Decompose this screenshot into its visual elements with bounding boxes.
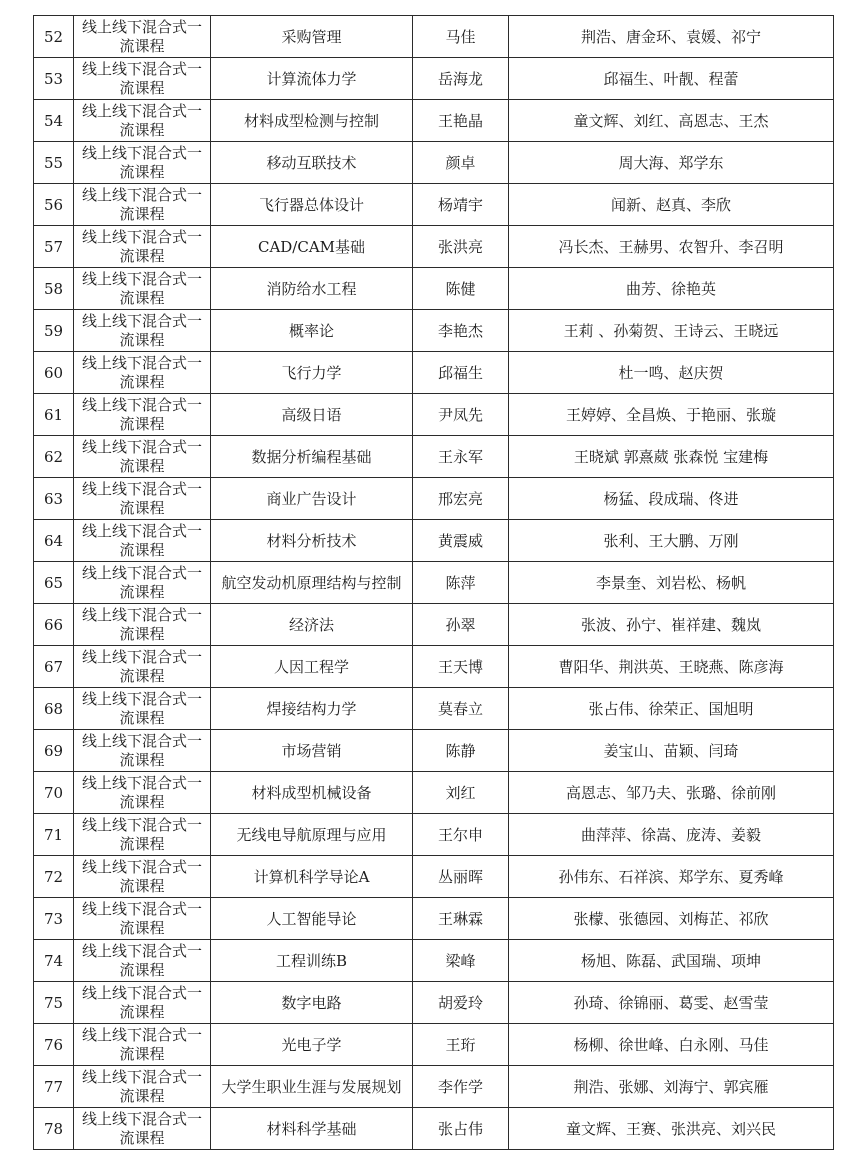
row-number-cell: 52 xyxy=(34,16,74,58)
course-type-cell xyxy=(74,394,211,436)
course-type-cell xyxy=(74,814,211,856)
course-name-cell: 人工智能导论 xyxy=(211,898,413,940)
course-type-text: 线上线下混合式一流课程 xyxy=(82,1067,203,1105)
table-row xyxy=(34,646,834,688)
table-row xyxy=(34,16,834,58)
course-type-cell xyxy=(74,1066,211,1108)
row-number-cell: 72 xyxy=(34,856,74,898)
course-leader-cell: 马佳 xyxy=(413,16,509,58)
course-type-text: 线上线下混合式一流课程 xyxy=(82,479,203,517)
team-members-cell: 王晓斌 郭熹葳 张森悦 宝建梅 xyxy=(509,436,834,478)
course-leader-cell: 刘红 xyxy=(413,772,509,814)
course-name-cell: 航空发动机原理结构与控制 xyxy=(211,562,413,604)
course-type-cell xyxy=(74,100,211,142)
row-number-cell: 62 xyxy=(34,436,74,478)
course-table xyxy=(33,15,834,1150)
course-name-cell: 移动互联技术 xyxy=(211,142,413,184)
team-members-cell: 孙伟东、石祥滨、郑学东、夏秀峰 xyxy=(509,856,834,898)
team-members-cell: 闻新、赵真、李欣 xyxy=(509,184,834,226)
course-leader-cell: 王永军 xyxy=(413,436,509,478)
course-type-text: 线上线下混合式一流课程 xyxy=(82,563,203,601)
team-members-cell: 荆浩、张娜、刘海宁、郭宾雁 xyxy=(509,1066,834,1108)
course-name-cell: 经济法 xyxy=(211,604,413,646)
course-leader-cell: 颜卓 xyxy=(413,142,509,184)
course-type-text: 线上线下混合式一流课程 xyxy=(82,773,203,811)
course-type-text: 线上线下混合式一流课程 xyxy=(82,521,203,559)
row-number-cell: 57 xyxy=(34,226,74,268)
course-type-text: 线上线下混合式一流课程 xyxy=(82,647,203,685)
course-type-cell xyxy=(74,268,211,310)
table-row xyxy=(34,142,834,184)
team-members-cell: 张波、孙宁、崔祥建、魏岚 xyxy=(509,604,834,646)
row-number-cell: 61 xyxy=(34,394,74,436)
row-number-cell: 69 xyxy=(34,730,74,772)
course-leader-cell: 张占伟 xyxy=(413,1108,509,1150)
team-members-cell: 张檬、张德园、刘梅芷、祁欣 xyxy=(509,898,834,940)
row-number-cell: 56 xyxy=(34,184,74,226)
table-row xyxy=(34,268,834,310)
course-type-cell xyxy=(74,142,211,184)
row-number-cell: 70 xyxy=(34,772,74,814)
course-type-text: 线上线下混合式一流课程 xyxy=(82,353,203,391)
table-row xyxy=(34,1024,834,1066)
course-type-cell xyxy=(74,352,211,394)
course-leader-cell: 莫春立 xyxy=(413,688,509,730)
course-type-cell xyxy=(74,604,211,646)
course-name-cell: 材料科学基础 xyxy=(211,1108,413,1150)
row-number-cell: 65 xyxy=(34,562,74,604)
course-type-text: 线上线下混合式一流课程 xyxy=(82,983,203,1021)
course-leader-cell: 胡爱玲 xyxy=(413,982,509,1024)
team-members-cell: 张占伟、徐荣正、国旭明 xyxy=(509,688,834,730)
course-name-cell: 工程训练B xyxy=(211,940,413,982)
table-row xyxy=(34,184,834,226)
team-members-cell: 冯长杰、王赫男、农智升、李召明 xyxy=(509,226,834,268)
team-members-cell: 杨柳、徐世峰、白永刚、马佳 xyxy=(509,1024,834,1066)
course-name-cell: 材料分析技术 xyxy=(211,520,413,562)
table-row xyxy=(34,436,834,478)
course-type-text: 线上线下混合式一流课程 xyxy=(82,17,203,55)
row-number-cell: 59 xyxy=(34,310,74,352)
table-row xyxy=(34,1108,834,1150)
course-leader-cell: 丛丽晖 xyxy=(413,856,509,898)
row-number-cell: 54 xyxy=(34,100,74,142)
course-leader-cell: 李作学 xyxy=(413,1066,509,1108)
table-row xyxy=(34,352,834,394)
course-type-cell xyxy=(74,184,211,226)
team-members-cell: 王婷婷、全昌焕、于艳丽、张璇 xyxy=(509,394,834,436)
course-type-cell xyxy=(74,1024,211,1066)
team-members-cell: 童文辉、刘红、高恩志、王杰 xyxy=(509,100,834,142)
course-type-cell xyxy=(74,226,211,268)
row-number-cell: 53 xyxy=(34,58,74,100)
table-row xyxy=(34,814,834,856)
row-number-cell: 68 xyxy=(34,688,74,730)
team-members-cell: 杜一鸣、赵庆贺 xyxy=(509,352,834,394)
course-type-text: 线上线下混合式一流课程 xyxy=(82,311,203,349)
table-row xyxy=(34,898,834,940)
course-name-cell: 材料成型检测与控制 xyxy=(211,100,413,142)
course-leader-cell: 李艳杰 xyxy=(413,310,509,352)
row-number-cell: 60 xyxy=(34,352,74,394)
team-members-cell: 童文辉、王赛、张洪亮、刘兴民 xyxy=(509,1108,834,1150)
team-members-cell: 曲芳、徐艳英 xyxy=(509,268,834,310)
course-type-cell xyxy=(74,856,211,898)
table-body xyxy=(34,16,834,1150)
team-members-cell: 张利、王大鹏、万刚 xyxy=(509,520,834,562)
team-members-cell: 荆浩、唐金环、袁媛、祁宁 xyxy=(509,16,834,58)
course-type-text: 线上线下混合式一流课程 xyxy=(82,899,203,937)
course-type-cell xyxy=(74,646,211,688)
course-type-text: 线上线下混合式一流课程 xyxy=(82,269,203,307)
course-leader-cell: 尹凤先 xyxy=(413,394,509,436)
course-leader-cell: 王琳霖 xyxy=(413,898,509,940)
row-number-cell: 63 xyxy=(34,478,74,520)
team-members-cell: 李景奎、刘岩松、杨帆 xyxy=(509,562,834,604)
course-leader-cell: 王艳晶 xyxy=(413,100,509,142)
row-number-cell: 76 xyxy=(34,1024,74,1066)
team-members-cell: 姜宝山、苗颖、闫琦 xyxy=(509,730,834,772)
course-type-cell xyxy=(74,940,211,982)
row-number-cell: 64 xyxy=(34,520,74,562)
course-leader-cell: 陈静 xyxy=(413,730,509,772)
course-type-text: 线上线下混合式一流课程 xyxy=(82,185,203,223)
course-name-cell: 消防给水工程 xyxy=(211,268,413,310)
course-name-cell: 计算流体力学 xyxy=(211,58,413,100)
table-row xyxy=(34,310,834,352)
course-leader-cell: 陈健 xyxy=(413,268,509,310)
table-row xyxy=(34,226,834,268)
row-number-cell: 78 xyxy=(34,1108,74,1150)
course-type-text: 线上线下混合式一流课程 xyxy=(82,395,203,433)
course-type-cell xyxy=(74,436,211,478)
course-name-cell: 数据分析编程基础 xyxy=(211,436,413,478)
course-type-text: 线上线下混合式一流课程 xyxy=(82,143,203,181)
row-number-cell: 58 xyxy=(34,268,74,310)
course-type-cell xyxy=(74,730,211,772)
table-row xyxy=(34,520,834,562)
course-type-text: 线上线下混合式一流课程 xyxy=(82,605,203,643)
table-row xyxy=(34,478,834,520)
row-number-cell: 73 xyxy=(34,898,74,940)
table-row xyxy=(34,562,834,604)
course-type-text: 线上线下混合式一流课程 xyxy=(82,101,203,139)
course-name-cell: 飞行力学 xyxy=(211,352,413,394)
course-name-cell: 采购管理 xyxy=(211,16,413,58)
course-type-text: 线上线下混合式一流课程 xyxy=(82,227,203,265)
course-type-cell xyxy=(74,898,211,940)
course-name-cell: 光电子学 xyxy=(211,1024,413,1066)
course-name-cell: 市场营销 xyxy=(211,730,413,772)
course-name-cell: 概率论 xyxy=(211,310,413,352)
course-type-cell xyxy=(74,1108,211,1150)
course-type-text: 线上线下混合式一流课程 xyxy=(82,59,203,97)
course-type-text: 线上线下混合式一流课程 xyxy=(82,437,203,475)
team-members-cell: 曲萍萍、徐嵩、庞涛、姜毅 xyxy=(509,814,834,856)
row-number-cell: 55 xyxy=(34,142,74,184)
table-row xyxy=(34,58,834,100)
table-row xyxy=(34,772,834,814)
row-number-cell: 67 xyxy=(34,646,74,688)
course-type-cell xyxy=(74,772,211,814)
course-name-cell: 高级日语 xyxy=(211,394,413,436)
course-type-cell xyxy=(74,520,211,562)
course-type-text: 线上线下混合式一流课程 xyxy=(82,941,203,979)
course-name-cell: 材料成型机械设备 xyxy=(211,772,413,814)
table-row xyxy=(34,1066,834,1108)
course-name-cell: 数字电路 xyxy=(211,982,413,1024)
course-leader-cell: 王天博 xyxy=(413,646,509,688)
course-name-cell: CAD/CAM基础 xyxy=(211,226,413,268)
course-type-cell xyxy=(74,562,211,604)
row-number-cell: 66 xyxy=(34,604,74,646)
course-type-text: 线上线下混合式一流课程 xyxy=(82,689,203,727)
table-row xyxy=(34,688,834,730)
course-type-text: 线上线下混合式一流课程 xyxy=(82,731,203,769)
course-name-cell: 无线电导航原理与应用 xyxy=(211,814,413,856)
row-number-cell: 74 xyxy=(34,940,74,982)
course-leader-cell: 邢宏亮 xyxy=(413,478,509,520)
table-row xyxy=(34,940,834,982)
course-leader-cell: 梁峰 xyxy=(413,940,509,982)
course-type-cell xyxy=(74,16,211,58)
course-leader-cell: 张洪亮 xyxy=(413,226,509,268)
table-row xyxy=(34,394,834,436)
course-leader-cell: 邱福生 xyxy=(413,352,509,394)
table-row xyxy=(34,604,834,646)
course-type-cell xyxy=(74,982,211,1024)
row-number-cell: 71 xyxy=(34,814,74,856)
team-members-cell: 王莉 、孙菊贺、王诗云、王晓远 xyxy=(509,310,834,352)
course-name-cell: 焊接结构力学 xyxy=(211,688,413,730)
row-number-cell: 75 xyxy=(34,982,74,1024)
course-leader-cell: 黄震威 xyxy=(413,520,509,562)
course-type-text: 线上线下混合式一流课程 xyxy=(82,1109,203,1147)
course-name-cell: 商业广告设计 xyxy=(211,478,413,520)
course-leader-cell: 岳海龙 xyxy=(413,58,509,100)
course-type-text: 线上线下混合式一流课程 xyxy=(82,857,203,895)
table-row xyxy=(34,982,834,1024)
course-type-cell xyxy=(74,688,211,730)
course-type-text: 线上线下混合式一流课程 xyxy=(82,1025,203,1063)
course-type-cell xyxy=(74,58,211,100)
course-type-cell xyxy=(74,478,211,520)
course-leader-cell: 杨靖宇 xyxy=(413,184,509,226)
course-name-cell: 飞行器总体设计 xyxy=(211,184,413,226)
row-number-cell: 77 xyxy=(34,1066,74,1108)
course-name-cell: 大学生职业生涯与发展规划 xyxy=(211,1066,413,1108)
course-leader-cell: 孙翠 xyxy=(413,604,509,646)
team-members-cell: 杨猛、段成瑞、佟进 xyxy=(509,478,834,520)
course-leader-cell: 王尔申 xyxy=(413,814,509,856)
table-row xyxy=(34,100,834,142)
team-members-cell: 杨旭、陈磊、武国瑞、项坤 xyxy=(509,940,834,982)
course-name-cell: 人因工程学 xyxy=(211,646,413,688)
table-row xyxy=(34,730,834,772)
team-members-cell: 邱福生、叶靓、程蕾 xyxy=(509,58,834,100)
course-type-cell xyxy=(74,310,211,352)
course-leader-cell: 王珩 xyxy=(413,1024,509,1066)
team-members-cell: 曹阳华、荆洪英、王晓燕、陈彦海 xyxy=(509,646,834,688)
table-row xyxy=(34,856,834,898)
team-members-cell: 周大海、郑学东 xyxy=(509,142,834,184)
team-members-cell: 高恩志、邹乃夫、张璐、徐前刚 xyxy=(509,772,834,814)
course-type-text: 线上线下混合式一流课程 xyxy=(82,815,203,853)
course-name-cell: 计算机科学导论A xyxy=(211,856,413,898)
team-members-cell: 孙琦、徐锦丽、葛雯、赵雪莹 xyxy=(509,982,834,1024)
course-leader-cell: 陈萍 xyxy=(413,562,509,604)
